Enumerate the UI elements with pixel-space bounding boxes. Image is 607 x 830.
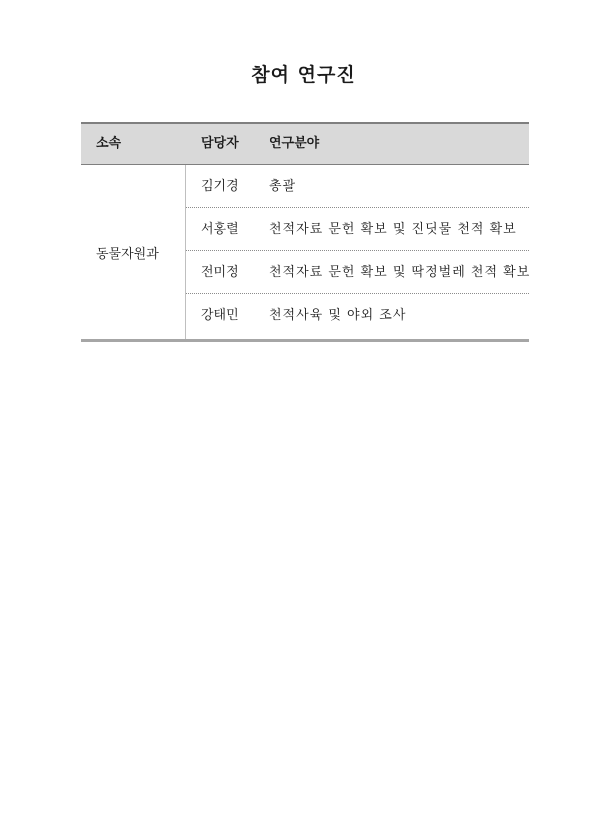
research-field: 천적자료 문헌 확보 및 진딧물 천적 확보 [269,222,517,237]
person-name: 서홍렬 [201,222,239,237]
table-row [186,165,529,208]
affiliation-text: 동물자원과 [96,247,159,262]
person-name: 김기경 [201,179,239,194]
header-affiliation: 소속 [96,136,122,151]
table-row [186,294,529,337]
person-name: 강태민 [201,308,239,323]
affiliation-cell [81,165,186,339]
research-field: 천적사육 및 야외 조사 [269,308,407,323]
research-team-table [81,122,529,342]
header-person-in-charge: 담당자 [201,136,239,151]
page-title: 참여 연구진 [251,64,356,86]
table-body [81,165,529,342]
table-row [186,251,529,294]
table-row [186,208,529,251]
research-field: 천적자료 문헌 확보 및 딱정벌레 천적 확보 [269,265,531,280]
table-header [81,122,529,165]
header-research-field: 연구분야 [269,136,320,151]
person-name: 전미정 [201,265,239,280]
research-field: 총괄 [269,179,297,194]
